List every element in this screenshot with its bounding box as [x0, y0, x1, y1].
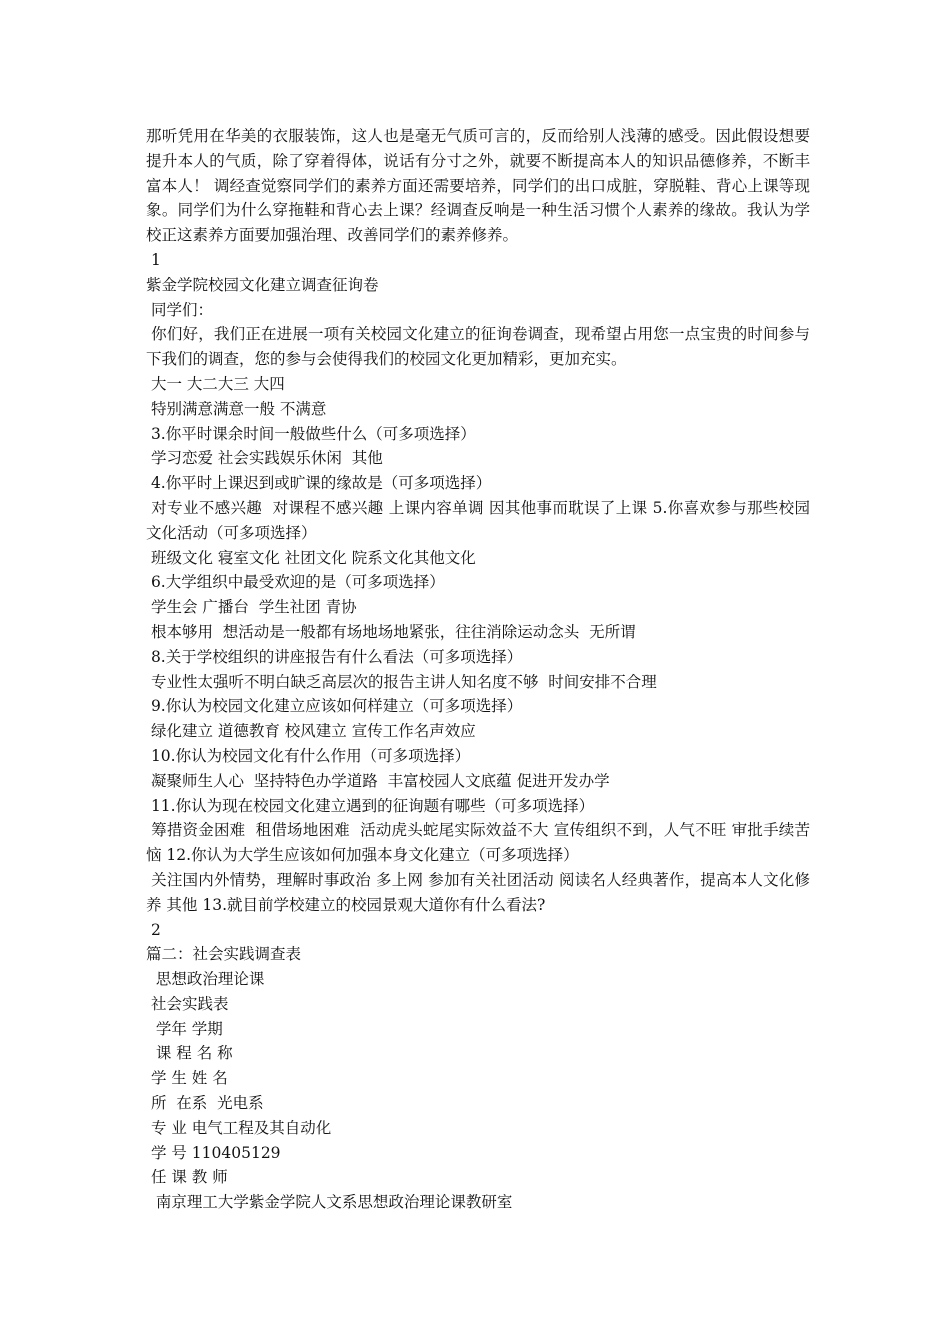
question-11: 11.你认为现在校园文化建立遇到的征询题有哪些（可多项选择） [146, 796, 595, 815]
form-title: 社会实践表 [146, 994, 229, 1013]
office-label: 南京理工大学紫金学院人文系思想政治理论课教研室 [146, 1193, 513, 1212]
major-label: 专 业 电气工程及其自动化 [146, 1118, 332, 1137]
survey-title: 紫金学院校园文化建立调查征询卷 [146, 275, 379, 294]
question-12-options-and-question-13: 关注国内外情势，理解时事政治 多上网 参加有关社团活动 阅读名人经典著作，提高本人文化修养 其他 13.就目前学校建立的校园景观大道你有什么看法? [146, 870, 810, 914]
question-4: 4.你平时上课迟到或旷课的缘故是（可多项选择） [146, 474, 492, 493]
page-number: 1 [146, 250, 161, 269]
question-6-options: 学生会 广播台 学生社团 青协 [146, 598, 357, 617]
course-category: 思想政治理论课 [146, 970, 265, 989]
question-8-options: 专业性太强听不明白缺乏高层次的报告主讲人知名度不够 时间安排不合理 [146, 672, 657, 691]
question-8: 8.关于学校组织的讲座报告有什么看法（可多项选择） [146, 647, 523, 666]
question-4-options-and-question-5: 对专业不感兴趣 对课程不感兴趣 上课内容单调 因其他事而耽误了上课 5.你喜欢参与那些校园文化活动（可多项选择） [146, 498, 810, 542]
student-id-label: 学 号 110405129 [146, 1143, 281, 1162]
question-10-options: 凝聚师生人心 坚持特色办学道路 丰富校园人文底蕴 促进开发办学 [146, 771, 610, 790]
student-name-label: 学 生 姓 名 [146, 1069, 228, 1088]
semester-label: 学年 学期 [146, 1019, 223, 1038]
document-page [146, 124, 810, 1215]
question-9: 9.你认为校园文化建立应该如何样建立（可多项选择） [146, 697, 523, 716]
question-7-options: 根本够用 想活动是一般都有场地场地紧张，往往消除运动念头 无所谓 [146, 622, 636, 641]
greeting: 同学们： [146, 300, 213, 319]
course-name-label: 课 程 名 称 [146, 1044, 233, 1063]
question-9-options: 绿化建立 道德教育 校风建立 宣传工作名声效应 [146, 722, 476, 741]
page-number: 2 [146, 920, 161, 939]
survey-intro: 你们好，我们正在进展一项有关校园文化建立的征询卷调查，现希望占用您一点宝贵的时间参与下我们的调查，您的参与会使得我们的校园文化更加精彩，更加充实。 [146, 325, 810, 369]
satisfaction-options: 特别满意满意一般 不满意 [146, 399, 327, 418]
question-6: 6.大学组织中最受欢迎的是（可多项选择） [146, 573, 445, 592]
intro-paragraph: 那听凭用在华美的衣服装饰，这人也是毫无气质可言的，反而给别人浅薄的感受。因此假设想要提升本人的气质，除了穿着得体，说话有分寸之外，就要不断提高本人的知识品德修养，不断丰富本人！ 调经查觉察同学们的素养方面还需要培养，同学们的出口成脏，穿脱鞋、背心上课等现象。同学们为什么穿拖鞋和背心去上课？经调查反响是一种生活习惯个人素养的缘故。我认为学校正这素养方面要加强治理、改善同学们的素养修养。 [146, 127, 810, 245]
grade-options: 大一 大二大三 大四 [146, 374, 285, 393]
department-label: 所 在系 光电系 [146, 1094, 264, 1113]
question-5-options: 班级文化 寝室文化 社团文化 院系文化其他文化 [146, 548, 476, 567]
question-11-options-and-question-12: 筹措资金困难 租借场地困难 活动虎头蛇尾实际效益不大 宣传组织不到，人气不旺 审批手续苦恼 12.你认为大学生应该如何加强本身文化建立（可多项选择） [146, 821, 810, 865]
question-3-options: 学习恋爱 社会实践娱乐休闲 其他 [146, 449, 383, 468]
question-10: 10.你认为校园文化有什么作用（可多项选择） [146, 746, 471, 765]
part-2-title: 篇二：社会实践调查表 [146, 945, 302, 964]
question-3: 3.你平时课余时间一般做些什么（可多项选择） [146, 424, 476, 443]
teacher-label: 任 课 教 师 [146, 1168, 228, 1187]
